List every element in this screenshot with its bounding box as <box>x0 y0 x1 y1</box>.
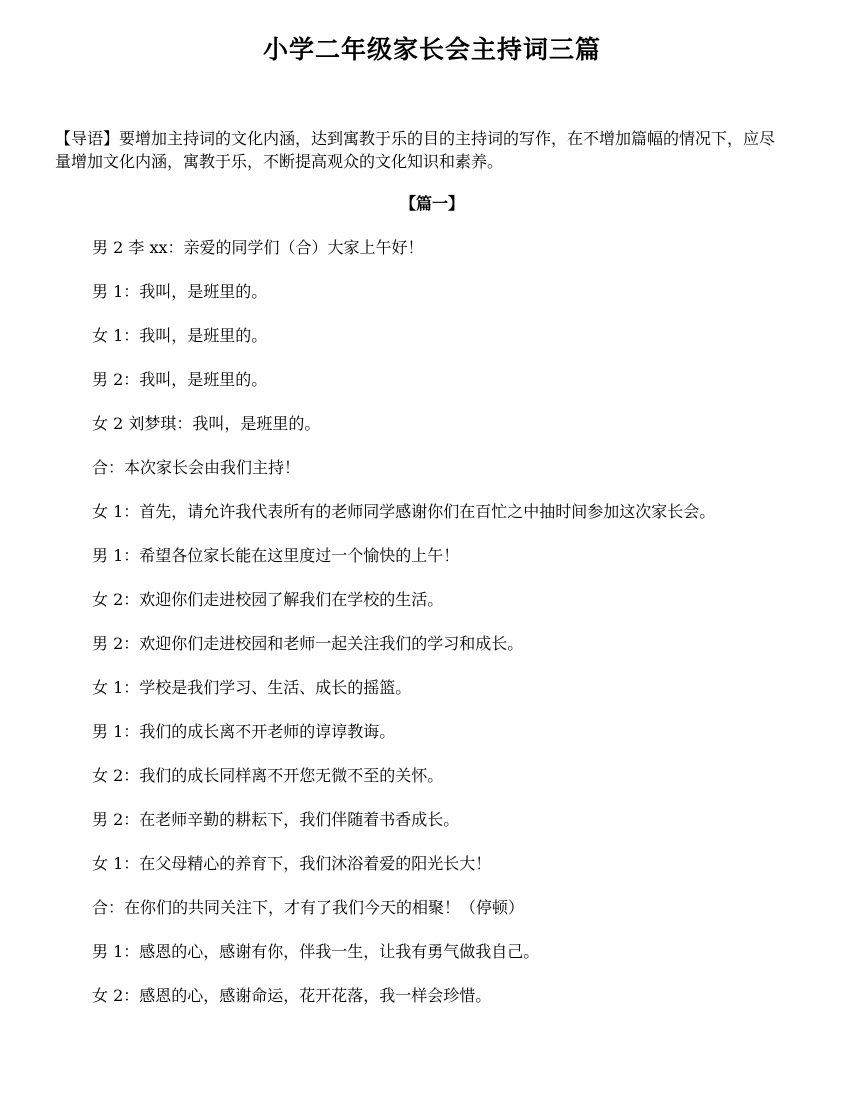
intro-paragraph <box>55 127 785 173</box>
script-line: 合：本次家长会由我们主持！ <box>92 458 301 477</box>
script-line: 女 2 刘梦琪：我叫，是班里的。 <box>92 414 321 433</box>
script-line: 男 2：我叫，是班里的。 <box>92 370 268 389</box>
script-line: 男 2 李 xx：亲爱的同学们（合）大家上午好！ <box>92 238 424 257</box>
script-line: 女 1：我叫，是班里的。 <box>92 326 268 345</box>
document-title: 小学二年级家长会主持词三篇 <box>262 35 601 64</box>
script-line: 男 1：感恩的心，感谢有你，伴我一生，让我有勇气做我自己。 <box>92 942 540 961</box>
script-lines <box>55 236 785 1028</box>
script-line: 男 2：在老师辛勤的耕耘下，我们伴随着书香成长。 <box>92 810 460 829</box>
script-line: 男 1：希望各位家长能在这里度过一个愉快的上午！ <box>92 546 460 565</box>
script-line: 女 2：欢迎你们走进校园了解我们在学校的生活。 <box>92 590 444 609</box>
script-line: 男 2：欢迎你们走进校园和老师一起关注我们的学习和成长。 <box>92 634 524 653</box>
script-line: 合：在你们的共同关注下，才有了我们今天的相聚！（停顿） <box>92 898 525 917</box>
script-line: 女 1：学校是我们学习、生活、成长的摇篮。 <box>92 678 412 697</box>
script-line: 女 2：感恩的心，感谢命运，花开花落，我一样会珍惜。 <box>92 986 492 1005</box>
script-line: 男 1：我们的成长离不开老师的谆谆教诲。 <box>92 722 396 741</box>
script-line: 男 1：我叫，是班里的。 <box>92 282 268 301</box>
script-line: 女 1：在父母精心的养育下，我们沐浴着爱的阳光长大！ <box>92 854 492 873</box>
script-line: 女 1：首先，请允许我代表所有的老师同学感谢你们在百忙之中抽时间参加这次家长会。 <box>92 502 716 521</box>
intro-tag: 【导语】 <box>55 129 120 148</box>
section-heading: 【篇一】 <box>399 194 464 213</box>
script-line: 女 2：我们的成长同样离不开您无微不至的关怀。 <box>92 766 444 785</box>
intro-text: 要增加主持词的文化内涵，达到寓教于乐的目的主持词的写作，在不增加篇幅的情况下，应尽量增加文化内涵，寓教于乐，不断提高观众的文化知识和素养。 <box>55 129 776 171</box>
